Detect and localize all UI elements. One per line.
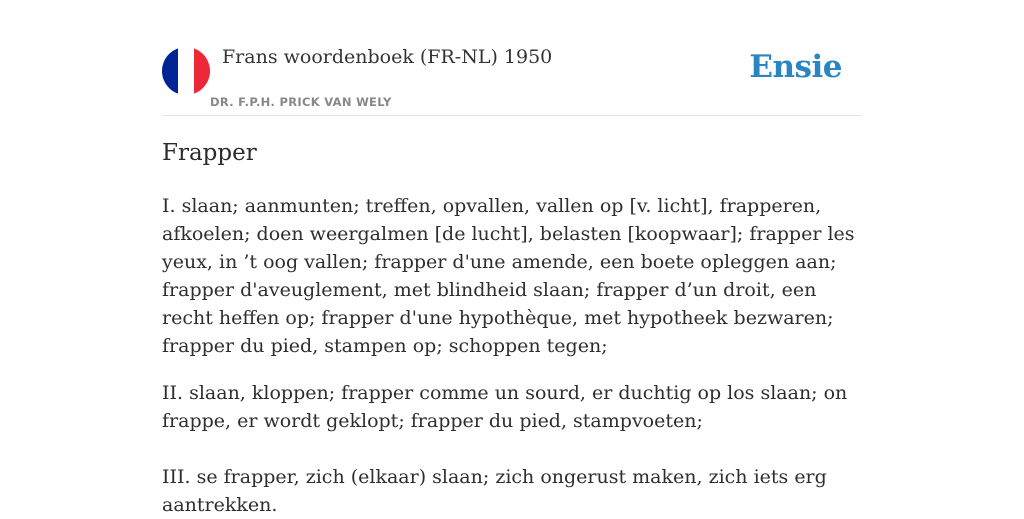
sense-paragraph: II. slaan, kloppen; frapper comme un sourd, er duchtig op los slaan; on frappe, er wordt geklopt; frapper du pied, stampvoeten;: [162, 382, 848, 432]
entry-senses: [162, 192, 862, 519]
flag-stripe-white: [178, 47, 194, 95]
entry-headword: Frapper: [162, 140, 257, 166]
dictionary-title: Frans woordenboek (FR-NL) 1950: [222, 46, 553, 68]
dictionary-entry-card: [162, 0, 862, 516]
sense-paragraph: I. slaan; aanmunten; treffen, opvallen, vallen op [v. licht], frapperen, afkoelen; doen weergalmen [de lucht], belasten [koopwaar]; frapper les yeux, in ’t oog vallen; frapper d'une amende, een boete opleggen aan; frapper d'aveuglement, met blindheid slaan; frapper d’un droit, een recht heffen op; frapper d'une hypothèque, met hypotheek bezwaren; frapper du pied, stampen op; schoppen tegen;: [162, 195, 855, 357]
french-flag-icon: [162, 47, 210, 95]
flag-stripe-red: [194, 47, 210, 95]
sense-paragraph: III. se frapper, zich (elkaar) slaan; zich ongerust maken, zich iets erg aantrekken.: [162, 466, 827, 516]
brand-logo[interactable]: Ensie: [749, 49, 842, 85]
dictionary-author: DR. F.P.H. PRICK VAN WELY: [210, 95, 392, 109]
flag-stripe-blue: [162, 47, 178, 95]
header-divider: [162, 115, 862, 116]
